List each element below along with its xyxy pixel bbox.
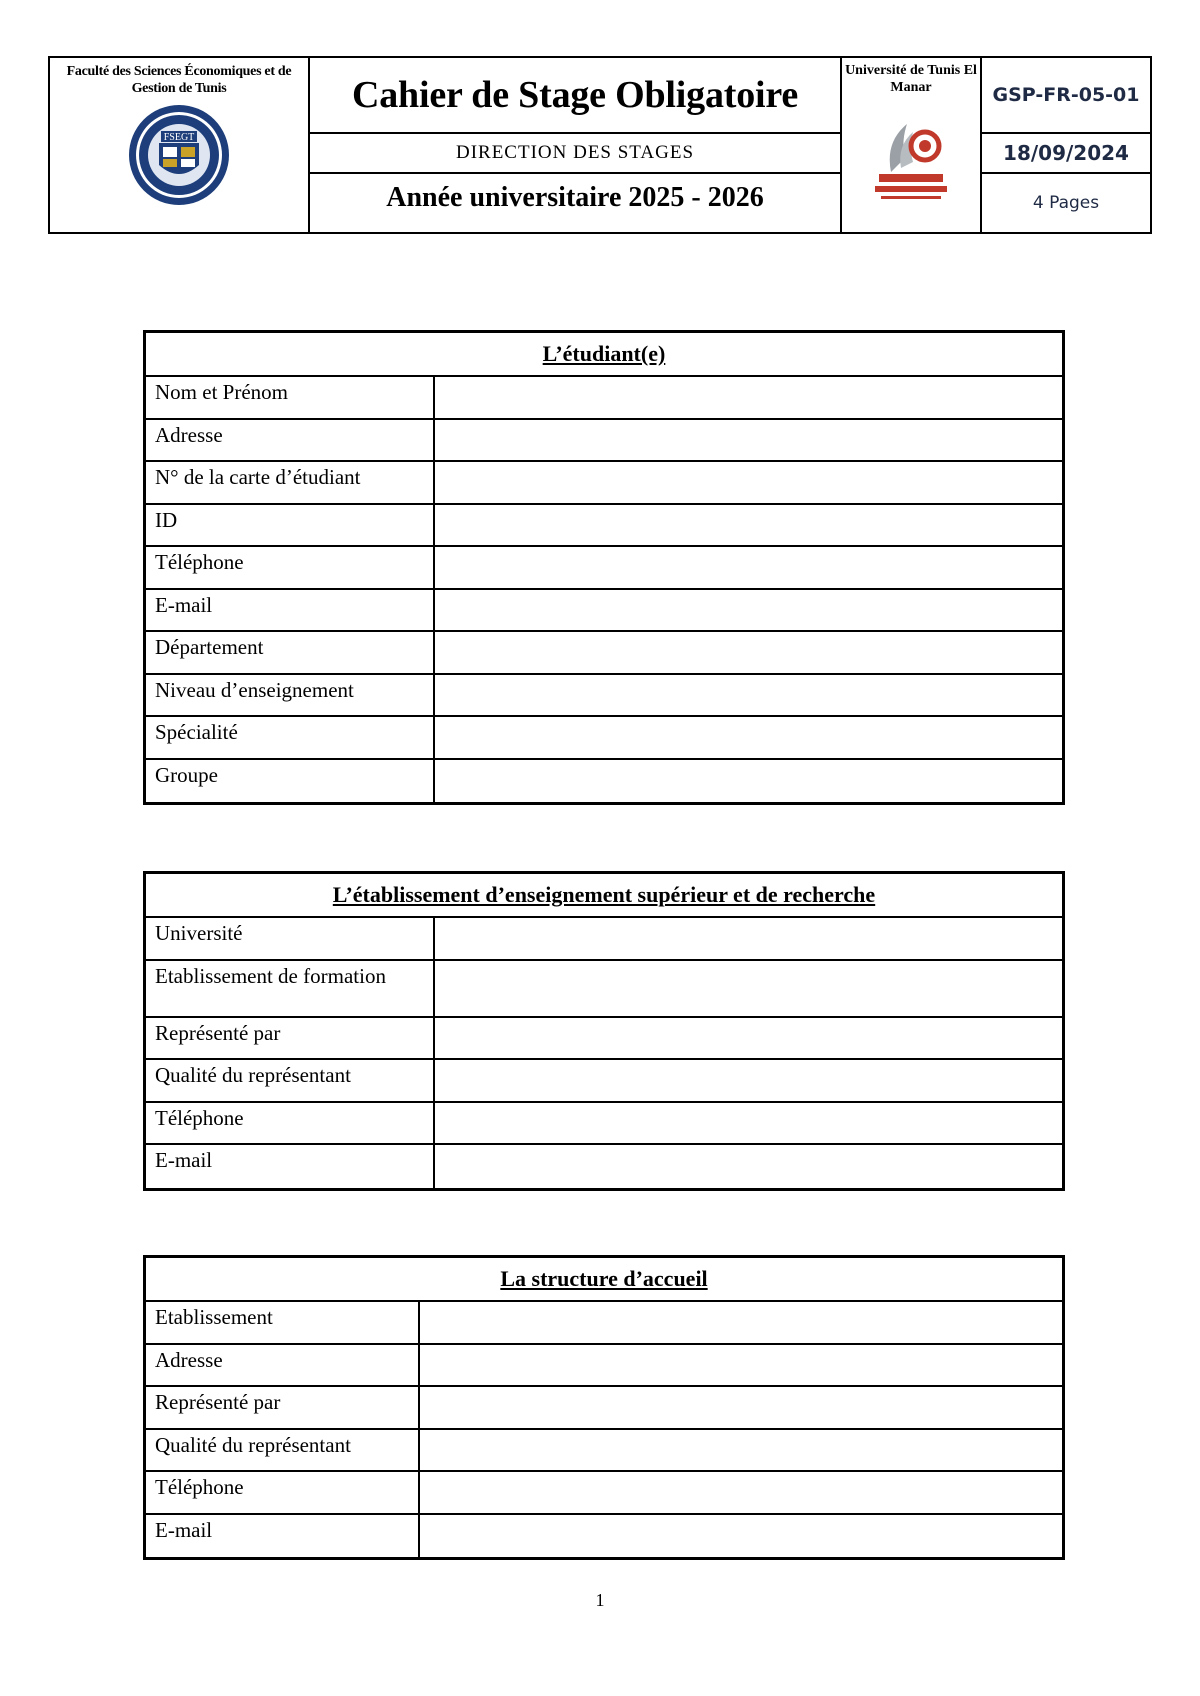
name-field[interactable] (435, 377, 1062, 418)
field-label: Représenté par (146, 1387, 420, 1428)
table-row (146, 420, 1062, 463)
group-field[interactable] (435, 760, 1062, 803)
id-field[interactable] (435, 505, 1062, 546)
department-field[interactable] (435, 632, 1062, 673)
field-label: Département (146, 632, 435, 673)
student-card-field[interactable] (435, 462, 1062, 503)
table-row (146, 1302, 1062, 1345)
field-label: E-mail (146, 1515, 420, 1558)
table-row (146, 918, 1062, 961)
field-label: Adresse (146, 420, 435, 461)
email-field[interactable] (435, 1145, 1062, 1188)
speciality-field[interactable] (435, 717, 1062, 758)
table-row (146, 632, 1062, 675)
represented-by-field[interactable] (435, 1018, 1062, 1059)
field-label: Téléphone (146, 547, 435, 588)
phone-field[interactable] (420, 1472, 1062, 1513)
document-title: Cahier de Stage Obligatoire (310, 58, 840, 134)
table-row (146, 961, 1062, 1018)
page-number: 1 (595, 1590, 605, 1610)
field-label: Etablissement de formation (146, 961, 435, 1016)
field-label: Téléphone (146, 1472, 420, 1513)
document-date: 18/09/2024 (982, 134, 1150, 174)
field-label: Qualité du représentant (146, 1060, 435, 1101)
student-table-title: L’étudiant(e) (146, 333, 1062, 377)
field-label: Nom et Prénom (146, 377, 435, 418)
phone-field[interactable] (435, 547, 1062, 588)
direction-label: DIRECTION DES STAGES (310, 134, 840, 174)
title-cell (310, 58, 842, 232)
academic-year: Année universitaire 2025 - 2026 (386, 182, 764, 213)
table-row (146, 547, 1062, 590)
table-row (146, 1472, 1062, 1515)
field-label: Adresse (146, 1345, 420, 1386)
field-label: E-mail (146, 1145, 435, 1188)
field-label: Représenté par (146, 1018, 435, 1059)
table-row (146, 1387, 1062, 1430)
faculty-seal-logo (119, 103, 239, 207)
field-label: Spécialité (146, 717, 435, 758)
university-cell (842, 58, 982, 232)
student-table (143, 330, 1065, 805)
representative-role-field[interactable] (435, 1060, 1062, 1101)
institution-table-title: L’établissement d’enseignement supérieur et de recherche (146, 874, 1062, 918)
table-row (146, 1345, 1062, 1388)
email-field[interactable] (435, 590, 1062, 631)
field-label: Université (146, 918, 435, 959)
table-row (146, 505, 1062, 548)
table-row (146, 1018, 1062, 1061)
field-label: N° de la carte d’étudiant (146, 462, 435, 503)
level-field[interactable] (435, 675, 1062, 716)
representative-role-field[interactable] (420, 1430, 1062, 1471)
university-logo (861, 102, 961, 206)
table-row (146, 1145, 1062, 1188)
university-field[interactable] (435, 918, 1062, 959)
table-row (146, 1515, 1062, 1558)
field-label: E-mail (146, 590, 435, 631)
faculty-cell (50, 58, 310, 232)
table-row (146, 675, 1062, 718)
email-field[interactable] (420, 1515, 1062, 1558)
field-label: Niveau d’enseignement (146, 675, 435, 716)
address-field[interactable] (435, 420, 1062, 461)
host-structure-table (143, 1255, 1065, 1560)
field-label: ID (146, 505, 435, 546)
table-row (146, 1060, 1062, 1103)
reference-cell (982, 58, 1150, 232)
table-row (146, 590, 1062, 633)
svg-text:FSEGT: FSEGT (163, 132, 195, 143)
institution-table (143, 871, 1065, 1191)
document-header (48, 56, 1152, 234)
training-institution-field[interactable] (435, 961, 1062, 1016)
address-field[interactable] (420, 1345, 1062, 1386)
host-table-title: La structure d’accueil (146, 1258, 1062, 1302)
phone-field[interactable] (435, 1103, 1062, 1144)
page-count: 4 Pages (1032, 193, 1100, 213)
field-label: Groupe (146, 760, 435, 803)
faculty-name: Faculté des Sciences Économiques et de Gestion de Tunis (66, 64, 292, 96)
field-label: Etablissement (146, 1302, 420, 1343)
table-row (146, 1103, 1062, 1146)
table-row (146, 377, 1062, 420)
university-name: Université de Tunis El Manar (845, 63, 977, 95)
field-label: Qualité du représentant (146, 1430, 420, 1471)
establishment-field[interactable] (420, 1302, 1062, 1343)
document-code: GSP-FR-05-01 (982, 58, 1150, 134)
table-row (146, 717, 1062, 760)
table-row (146, 462, 1062, 505)
table-row (146, 1430, 1062, 1473)
table-row (146, 760, 1062, 803)
field-label: Téléphone (146, 1103, 435, 1144)
represented-by-field[interactable] (420, 1387, 1062, 1428)
